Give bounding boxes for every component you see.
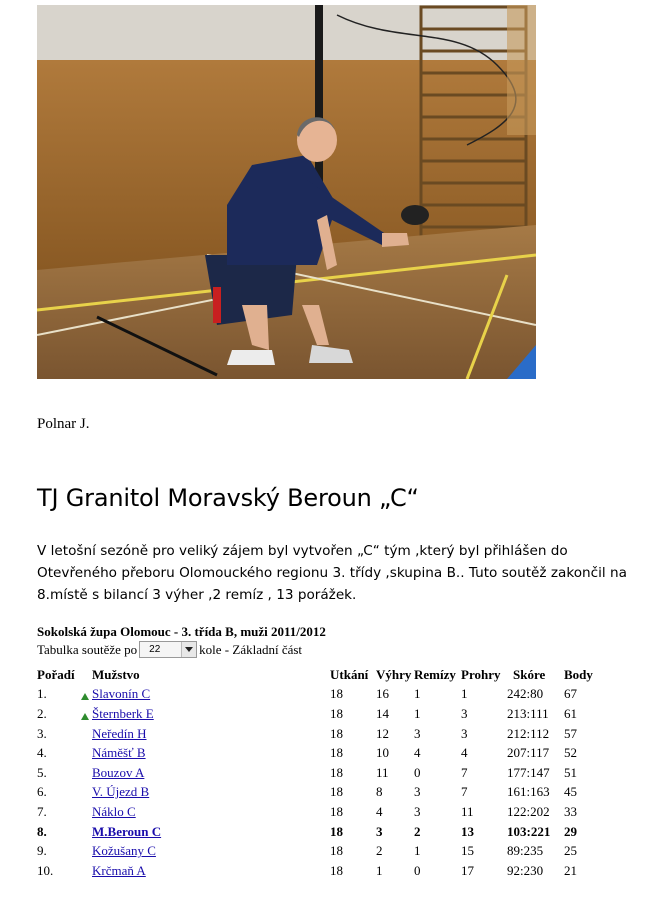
cell-matches: 18 (330, 843, 343, 859)
round-select[interactable] (139, 641, 197, 658)
table-row (37, 763, 594, 783)
cell-points: 21 (564, 862, 577, 878)
trend-up-icon (81, 713, 89, 720)
cell-points: 33 (564, 803, 577, 819)
cell-wins: 1 (376, 862, 383, 878)
cell-wins: 10 (376, 745, 389, 761)
cell-score: 212:112 (507, 725, 550, 741)
table-row (37, 802, 594, 822)
cell-points: 45 (564, 784, 577, 800)
standings-body (37, 685, 594, 881)
cell-trend (81, 802, 92, 822)
cell-losses: 1 (461, 686, 468, 702)
header-draws: Remízy (414, 666, 456, 682)
header-team: Mužstvo (92, 666, 140, 682)
cell-score: 177:147 (507, 764, 550, 780)
cell-draws: 3 (414, 803, 421, 819)
team-link[interactable]: Kožušany C (92, 843, 156, 859)
cell-position: 3. (37, 725, 47, 741)
cell-score: 242:80 (507, 686, 544, 702)
cell-position: 1. (37, 686, 47, 702)
intro-paragraph: V letošní sezóně pro veliký zájem byl vytvořen „C“ tým ,který byl přihlášen do Otevřeného přeboru Olomouckého regionu 3. třídy ,skupina B.. Tuto soutěž zakončil na 8.místě s bilancí 3 výher ,2 remíz , 13 porážek. (37, 543, 627, 603)
cell-position: 2. (37, 705, 47, 721)
header-score: Skóre (513, 666, 546, 682)
cell-position: 10. (37, 862, 54, 878)
cell-wins: 8 (376, 784, 383, 800)
header-losses: Prohry (461, 666, 501, 682)
cell-points: 52 (564, 745, 577, 761)
cell-position: 9. (37, 843, 47, 859)
cell-draws: 0 (414, 764, 421, 780)
cell-matches: 18 (330, 764, 343, 780)
cell-score: 122:202 (507, 803, 550, 819)
round-suffix: kole - Základní část (199, 641, 303, 657)
cell-team (92, 861, 330, 881)
cell-points: 51 (564, 764, 577, 780)
team-link[interactable]: Bouzov A (92, 764, 145, 780)
table-row (37, 861, 594, 881)
standings-header-row (37, 665, 594, 685)
cell-wins: 4 (376, 803, 383, 819)
header-position: Pořadí (37, 666, 75, 682)
cell-losses: 7 (461, 784, 468, 800)
cell-position: 5. (37, 764, 47, 780)
cell-matches: 18 (330, 725, 343, 741)
article-heading: TJ Granitol Moravský Beroun „C“ (37, 484, 419, 512)
cell-matches: 18 (330, 745, 343, 761)
cell-matches: 18 (330, 823, 343, 839)
cell-matches: 18 (330, 784, 343, 800)
cell-trend (81, 763, 92, 783)
table-row (37, 822, 594, 842)
cell-matches: 18 (330, 686, 343, 702)
cell-wins: 12 (376, 725, 389, 741)
table-row (37, 743, 594, 763)
cell-points: 61 (564, 705, 577, 721)
cell-draws: 2 (414, 823, 421, 839)
team-link[interactable]: Šternberk E (92, 705, 154, 721)
cell-team (92, 704, 330, 724)
competition-title: Sokolská župa Olomouc - 3. třída B, muži 2011/2012 (37, 624, 326, 639)
cell-losses: 4 (461, 745, 468, 761)
cell-draws: 1 (414, 705, 421, 721)
cell-trend (81, 743, 92, 763)
header-trend (81, 665, 92, 685)
round-prefix: Tabulka soutěže po (37, 641, 138, 657)
cell-trend (81, 783, 92, 803)
cell-score: 213:111 (507, 705, 549, 721)
cell-trend (81, 841, 92, 861)
cell-losses: 15 (461, 843, 474, 859)
cell-points: 29 (564, 823, 577, 839)
standings-table (37, 665, 594, 881)
cell-team (92, 743, 330, 763)
team-link[interactable]: M.Beroun C (92, 823, 162, 839)
table-row (37, 704, 594, 724)
cell-points: 25 (564, 843, 577, 859)
header-matches: Utkání (330, 666, 369, 682)
header-wins: Výhry (376, 666, 412, 682)
cell-losses: 11 (461, 803, 474, 819)
cell-losses: 17 (461, 862, 474, 878)
cell-trend (81, 861, 92, 881)
team-link[interactable]: Neředín H (92, 725, 147, 741)
team-link[interactable]: V. Újezd B (92, 784, 150, 800)
cell-team (92, 685, 330, 705)
team-link[interactable]: Náměšť B (92, 745, 146, 761)
team-link[interactable]: Náklo C (92, 803, 136, 819)
cell-wins: 3 (376, 823, 383, 839)
cell-team (92, 763, 330, 783)
cell-draws: 1 (414, 686, 421, 702)
cell-score: 103:221 (507, 823, 551, 839)
table-row (37, 783, 594, 803)
cell-trend (81, 822, 92, 842)
round-select-value: 22 (149, 644, 161, 655)
cell-wins: 16 (376, 686, 389, 702)
cell-losses: 13 (461, 823, 474, 839)
header-points: Body (564, 666, 593, 682)
cell-losses: 3 (461, 725, 468, 741)
cell-wins: 14 (376, 705, 389, 721)
player-photo (37, 5, 536, 379)
cell-team (92, 841, 330, 861)
cell-wins: 2 (376, 843, 383, 859)
team-link[interactable]: Slavonín C (92, 686, 151, 702)
cell-score: 161:163 (507, 784, 550, 800)
cell-matches: 18 (330, 803, 343, 819)
cell-losses: 7 (461, 764, 468, 780)
cell-draws: 4 (414, 745, 421, 761)
cell-position: 8. (37, 823, 47, 839)
cell-points: 57 (564, 725, 577, 741)
chevron-down-icon[interactable] (181, 642, 196, 657)
photo-illustration (37, 5, 536, 379)
cell-team (92, 724, 330, 744)
cell-position: 4. (37, 745, 47, 761)
table-row (37, 841, 594, 861)
round-selector-line (37, 641, 302, 658)
trend-up-icon (81, 693, 89, 700)
cell-draws: 3 (414, 725, 421, 741)
table-row (37, 685, 594, 705)
photo-caption: Polnar J. (37, 416, 90, 432)
cell-draws: 3 (414, 784, 421, 800)
cell-team (92, 783, 330, 803)
cell-trend (81, 704, 92, 724)
cell-team (92, 802, 330, 822)
cell-position: 6. (37, 784, 47, 800)
cell-team (92, 822, 330, 842)
table-row (37, 724, 594, 744)
cell-matches: 18 (330, 705, 343, 721)
cell-trend (81, 685, 92, 705)
cell-points: 67 (564, 686, 577, 702)
cell-losses: 3 (461, 705, 468, 721)
cell-score: 207:117 (507, 745, 550, 761)
cell-draws: 1 (414, 843, 421, 859)
team-link[interactable]: Krčmaň A (92, 862, 146, 878)
cell-score: 92:230 (507, 862, 544, 878)
cell-wins: 11 (376, 764, 389, 780)
cell-position: 7. (37, 803, 47, 819)
cell-draws: 0 (414, 862, 421, 878)
cell-score: 89:235 (507, 843, 544, 859)
cell-trend (81, 724, 92, 744)
cell-matches: 18 (330, 862, 343, 878)
